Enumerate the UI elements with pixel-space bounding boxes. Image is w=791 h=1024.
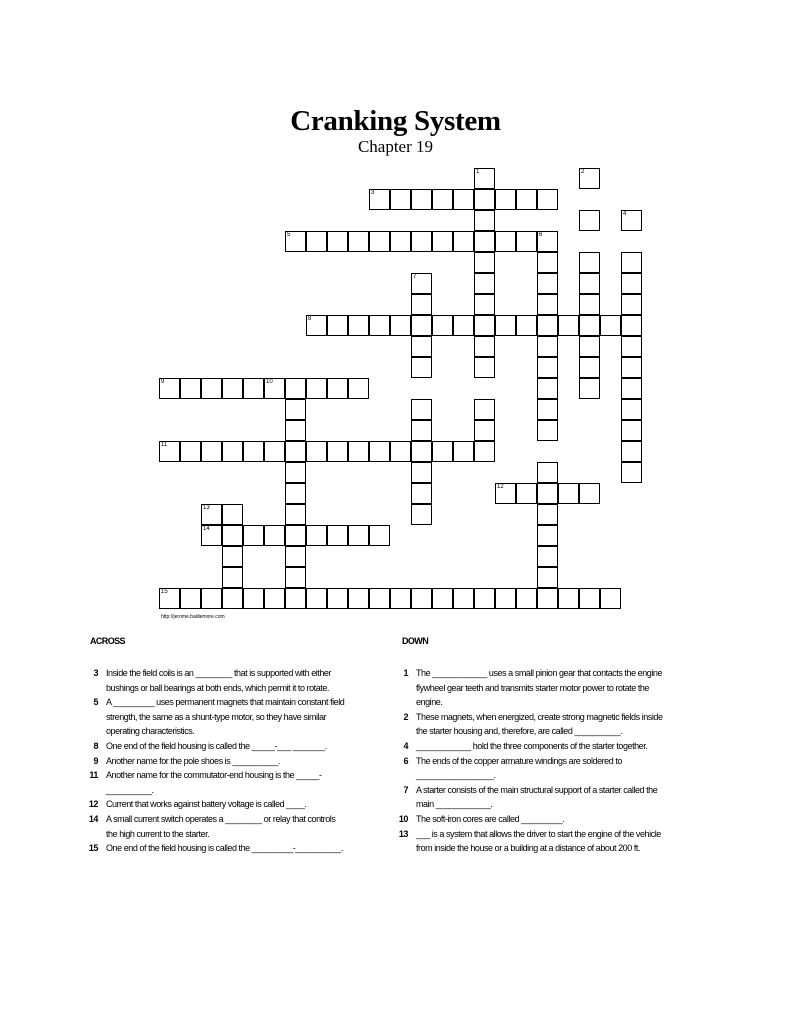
grid-cell[interactable] [558, 588, 579, 609]
clue-number: 10 [398, 813, 408, 824]
grid-cell[interactable] [180, 378, 201, 399]
grid-cell[interactable] [453, 231, 474, 252]
grid-cell[interactable] [537, 588, 558, 609]
grid-cell[interactable] [453, 189, 474, 210]
grid-cell[interactable] [537, 189, 558, 210]
grid-cell[interactable] [348, 231, 369, 252]
grid-cell[interactable] [621, 399, 642, 420]
grid-cell[interactable] [243, 441, 264, 462]
grid-cell[interactable] [474, 441, 495, 462]
clue-number-label: 9 [161, 379, 165, 385]
grid-cell[interactable] [579, 315, 600, 336]
grid-cell[interactable] [495, 315, 516, 336]
clue-number-label: 6 [539, 232, 543, 238]
grid-cell[interactable] [621, 252, 642, 273]
clue-text: ___ is a system that allows the driver to start the engine of the vehicle from inside the house or a building at a distance of about 200 ft. [416, 828, 661, 854]
grid-cell[interactable] [579, 378, 600, 399]
down-clue [388, 783, 668, 812]
grid-cell[interactable] [327, 441, 348, 462]
grid-cell[interactable] [411, 399, 432, 420]
grid-cell[interactable] [348, 315, 369, 336]
grid-cell[interactable] [411, 504, 432, 525]
grid-cell[interactable] [159, 588, 180, 609]
clue-number-label: 13 [203, 505, 210, 511]
grid-cell[interactable] [474, 399, 495, 420]
grid-cell[interactable] [285, 462, 306, 483]
across-clue-list [78, 666, 348, 856]
grid-cell[interactable] [348, 525, 369, 546]
grid-cell[interactable] [411, 273, 432, 294]
grid-cell[interactable] [411, 420, 432, 441]
grid-cell[interactable] [222, 441, 243, 462]
grid-cell[interactable] [453, 441, 474, 462]
grid-cell[interactable] [264, 525, 285, 546]
grid-cell[interactable] [411, 294, 432, 315]
grid-cell[interactable] [285, 231, 306, 252]
clue-number-label: 2 [581, 169, 585, 175]
grid-cell[interactable] [369, 189, 390, 210]
grid-cell[interactable] [306, 231, 327, 252]
grid-cell[interactable] [201, 504, 222, 525]
grid-cell[interactable] [411, 231, 432, 252]
grid-cell[interactable] [474, 315, 495, 336]
across-clue [78, 666, 348, 695]
grid-cell[interactable] [579, 336, 600, 357]
clue-number-label: 7 [413, 274, 417, 280]
grid-cell[interactable] [474, 420, 495, 441]
grid-cell[interactable] [264, 378, 285, 399]
grid-cell[interactable] [579, 168, 600, 189]
clue-number: 6 [403, 755, 408, 766]
clue-number: 5 [93, 697, 98, 708]
grid-cell[interactable] [495, 588, 516, 609]
grid-cell[interactable] [390, 315, 411, 336]
grid-cell[interactable] [285, 567, 306, 588]
grid-cell[interactable] [390, 189, 411, 210]
grid-cell[interactable] [327, 231, 348, 252]
grid-cell[interactable] [222, 546, 243, 567]
clue-text: The soft-iron cores are called _________. [416, 813, 565, 824]
across-clue [78, 797, 348, 812]
clue-text: Inside the field coils is an ________ that is supported with either bushings or ball bearings at both ends, which permit it to rotate. [106, 668, 332, 693]
grid-cell[interactable] [369, 588, 390, 609]
grid-cell[interactable] [516, 315, 537, 336]
grid-cell[interactable] [222, 378, 243, 399]
clue-number: 1 [403, 668, 408, 678]
grid-cell[interactable] [537, 273, 558, 294]
clue-text: A starter consists of the main structural support of a starter called the main ____________. [416, 784, 658, 810]
grid-cell[interactable] [474, 273, 495, 294]
grid-cell[interactable] [222, 504, 243, 525]
grid-cell[interactable] [600, 315, 621, 336]
grid-cell[interactable] [621, 378, 642, 399]
grid-cell[interactable] [411, 336, 432, 357]
grid-cell[interactable] [474, 252, 495, 273]
grid-cell[interactable] [327, 525, 348, 546]
grid-cell[interactable] [474, 210, 495, 231]
grid-cell[interactable] [348, 378, 369, 399]
grid-cell[interactable] [243, 588, 264, 609]
clue-number-label: 1 [476, 169, 480, 175]
grid-cell[interactable] [264, 588, 285, 609]
grid-cell[interactable] [180, 588, 201, 609]
grid-cell[interactable] [285, 504, 306, 525]
grid-cell[interactable] [243, 525, 264, 546]
grid-cell[interactable] [474, 189, 495, 210]
grid-cell[interactable] [306, 525, 327, 546]
clue-number: 3 [93, 668, 98, 678]
grid-cell[interactable] [306, 441, 327, 462]
grid-cell[interactable] [537, 294, 558, 315]
grid-cell[interactable] [579, 483, 600, 504]
grid-cell[interactable] [537, 483, 558, 504]
grid-cell[interactable] [432, 189, 453, 210]
grid-cell[interactable] [390, 588, 411, 609]
grid-cell[interactable] [537, 420, 558, 441]
clue-number: 7 [403, 784, 408, 795]
grid-cell[interactable] [306, 588, 327, 609]
grid-cell[interactable] [369, 231, 390, 252]
grid-cell[interactable] [537, 357, 558, 378]
across-clue [78, 768, 348, 797]
grid-cell[interactable] [558, 483, 579, 504]
grid-cell[interactable] [537, 399, 558, 420]
grid-cell[interactable] [621, 336, 642, 357]
clue-number: 13 [398, 828, 408, 839]
down-clue [388, 666, 668, 710]
grid-cell[interactable] [264, 441, 285, 462]
clue-number: 11 [89, 770, 98, 781]
grid-cell[interactable] [201, 525, 222, 546]
grid-cell[interactable] [222, 525, 243, 546]
page-title: Cranking System [290, 105, 501, 137]
clue-number-label: 8 [308, 316, 312, 322]
grid-cell[interactable] [411, 315, 432, 336]
down-clue-list [388, 666, 668, 856]
across-clue [78, 754, 348, 769]
clue-number: 4 [403, 740, 408, 751]
grid-cell[interactable] [600, 588, 621, 609]
grid-cell[interactable] [159, 441, 180, 462]
grid-cell[interactable] [285, 420, 306, 441]
grid-cell[interactable] [495, 231, 516, 252]
grid-cell[interactable] [432, 315, 453, 336]
grid-cell[interactable] [369, 441, 390, 462]
grid-cell[interactable] [621, 315, 642, 336]
clue-number: 12 [88, 799, 98, 810]
clue-text: One end of the field housing is called the _________-__________. [106, 843, 343, 854]
grid-cell[interactable] [327, 588, 348, 609]
grid-cell[interactable] [201, 378, 222, 399]
grid-cell[interactable] [180, 441, 201, 462]
grid-cell[interactable] [621, 357, 642, 378]
grid-cell[interactable] [222, 567, 243, 588]
clue-number-label: 10 [266, 379, 273, 385]
grid-cell[interactable] [306, 378, 327, 399]
grid-cell[interactable] [348, 441, 369, 462]
grid-cell[interactable] [474, 588, 495, 609]
grid-cell[interactable] [537, 525, 558, 546]
grid-cell[interactable] [621, 273, 642, 294]
grid-cell[interactable] [411, 357, 432, 378]
clue-text: A _________ uses permanent magnets that maintain constant field strength, the same as a shunt-type motor, so they have similar operating characteristics. [106, 697, 345, 737]
grid-cell[interactable] [369, 525, 390, 546]
grid-cell[interactable] [390, 231, 411, 252]
grid-cell[interactable] [285, 399, 306, 420]
grid-cell[interactable] [390, 441, 411, 462]
grid-cell[interactable] [159, 378, 180, 399]
grid-cell[interactable] [285, 483, 306, 504]
grid-cell[interactable] [348, 588, 369, 609]
clue-number-label: 3 [371, 190, 375, 196]
clue-text: Another name for the pole shoes is __________. [106, 755, 280, 766]
clue-number-label: 12 [497, 484, 504, 490]
grid-cell[interactable] [621, 294, 642, 315]
clue-number-label: 11 [161, 442, 168, 448]
grid-cell[interactable] [537, 504, 558, 525]
grid-cell[interactable] [201, 441, 222, 462]
grid-cell[interactable] [243, 378, 264, 399]
grid-cell[interactable] [474, 357, 495, 378]
grid-cell[interactable] [411, 441, 432, 462]
grid-cell[interactable] [537, 546, 558, 567]
clue-text: A small current switch operates a ________ or relay that controls the high current to the starter. [106, 813, 336, 839]
across-heading: ACROSS [90, 636, 125, 646]
grid-cell[interactable] [537, 231, 558, 252]
grid-cell[interactable] [474, 231, 495, 252]
down-clue [388, 812, 668, 827]
clue-number-label: 14 [203, 526, 210, 532]
clue-number: 8 [93, 740, 98, 751]
grid-cell[interactable] [285, 441, 306, 462]
grid-cell[interactable] [495, 483, 516, 504]
grid-cell[interactable] [579, 273, 600, 294]
grid-cell[interactable] [579, 294, 600, 315]
clue-text: The ____________ uses a small pinion gear that contacts the engine flywheel gear teeth and transmits starter motor power to rotate the engine. [416, 668, 662, 708]
grid-cell[interactable] [537, 462, 558, 483]
clue-text: The ends of the copper armature windings are soldered to _________________. [416, 755, 622, 781]
grid-cell[interactable] [411, 189, 432, 210]
grid-cell[interactable] [579, 588, 600, 609]
clue-number-label: 4 [623, 211, 627, 217]
clue-number-label: 15 [161, 589, 168, 595]
grid-cell[interactable] [369, 315, 390, 336]
across-clue [78, 739, 348, 754]
grid-cell[interactable] [537, 252, 558, 273]
grid-cell[interactable] [495, 189, 516, 210]
down-heading: DOWN [402, 636, 429, 646]
grid-cell[interactable] [453, 588, 474, 609]
grid-cell[interactable] [621, 441, 642, 462]
grid-cell[interactable] [432, 588, 453, 609]
grid-cell[interactable] [411, 483, 432, 504]
clue-number: 9 [93, 755, 98, 766]
grid-cell[interactable] [516, 231, 537, 252]
clue-number: 14 [88, 813, 98, 824]
grid-cell[interactable] [558, 315, 579, 336]
grid-cell[interactable] [222, 588, 243, 609]
grid-cell[interactable] [537, 378, 558, 399]
across-clue [78, 812, 348, 841]
clue-text: One end of the field housing is called the _____-___ _______. [106, 740, 327, 751]
grid-cell[interactable] [327, 315, 348, 336]
grid-cell[interactable] [474, 336, 495, 357]
grid-cell[interactable] [285, 588, 306, 609]
clue-number: 2 [403, 711, 408, 722]
grid-cell[interactable] [579, 252, 600, 273]
grid-cell[interactable] [411, 588, 432, 609]
grid-cell[interactable] [516, 588, 537, 609]
clue-number-label: 5 [287, 232, 291, 238]
grid-cell[interactable] [537, 567, 558, 588]
page-subtitle: Chapter 19 [357, 137, 434, 156]
grid-cell[interactable] [474, 168, 495, 189]
down-clue [388, 739, 668, 754]
source-url: http://jerome.baldemore.com [161, 614, 225, 620]
grid-cell[interactable] [306, 315, 327, 336]
grid-cell[interactable] [516, 189, 537, 210]
grid-cell[interactable] [537, 336, 558, 357]
grid-cell[interactable] [579, 210, 600, 231]
clue-text: Current that works against battery voltage is called ____. [106, 799, 307, 810]
clue-text: These magnets, when energized, create strong magnetic fields inside the starter housing and, therefore, are called __________. [416, 711, 663, 737]
grid-cell[interactable] [285, 378, 306, 399]
grid-cell[interactable] [516, 483, 537, 504]
grid-cell[interactable] [453, 315, 474, 336]
grid-cell[interactable] [285, 525, 306, 546]
clue-number: 15 [88, 843, 98, 854]
across-clue [78, 695, 348, 739]
grid-cell[interactable] [621, 462, 642, 483]
grid-cell[interactable] [474, 294, 495, 315]
across-clue [78, 841, 348, 856]
down-clue [388, 754, 668, 783]
grid-cell[interactable] [201, 588, 222, 609]
grid-cell[interactable] [285, 546, 306, 567]
grid-cell[interactable] [579, 357, 600, 378]
grid-cell[interactable] [432, 441, 453, 462]
grid-cell[interactable] [327, 378, 348, 399]
grid-cell[interactable] [411, 462, 432, 483]
clue-text: Another name for the commutator-end housing is the _____-__________. [106, 770, 322, 795]
down-clue [388, 827, 668, 856]
grid-cell[interactable] [621, 210, 642, 231]
grid-cell[interactable] [432, 231, 453, 252]
clue-text: ____________ hold the three components of the starter together. [416, 740, 648, 751]
grid-cell[interactable] [621, 420, 642, 441]
down-clue [388, 710, 668, 739]
grid-cell[interactable] [537, 315, 558, 336]
